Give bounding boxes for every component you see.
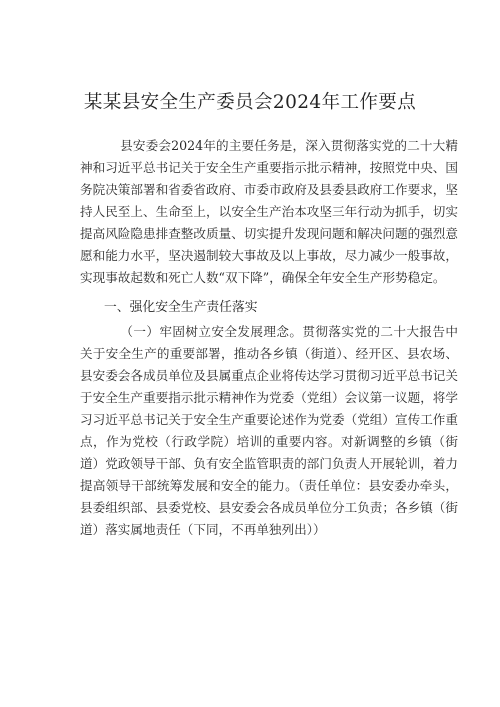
section-paragraph-text: （一）牢固树立安全发展理念。贯彻落实党的二十大报告中关于安全生产的重要部署，推动各乡镇（街道）、经开区、县农场、县安委会各成员单位及县属重点企业将传达学习贯彻习近平总书记关于安全生产重要指示批示精神作为党委（党组）会议第一议题，将学习习近平总书记关于安全生产重要论述作为党委（党组）宣传工作重点，作为党校（行政学院）培训的重要内容。对新调整的乡镇（街道）党政领导干部、负有安全监管职责的部门负责人开展轮训，着力提高领导干部统筹发展和安全的能力。（责任单位：县安委办牵头，县委组织部、县委党校、县安委会各成员单位分工负责；各乡镇（街道）落实属地责任（下同，不再单独列出）） [80, 324, 458, 537]
document-title: 某某县安全生产委员会2024年工作要点 [83, 92, 417, 113]
section-heading: 一、强化安全生产责任落实 [104, 300, 258, 315]
intro-text: 县安委会2024年的主要任务是，深入贯彻落实党的二十大精神和习近平总书记关于安全生产重要指示批示精神，按照党中央、国务院决策部署和省委省政府、市委市政府及县委县政府工作要求，坚持人民至上、生命至上，以安全生产治本攻坚三年行动为抓手，切实提高风险隐患排查整改质量、切实提升发现问题和解决问题的强烈意愿和能力水平，坚决遏制较大事故及以上事故，尽力减少一般事故，实现事故起数和死亡人数“双下降”，确保全年安全生产形势稳定。 [80, 138, 458, 285]
section-paragraph [80, 321, 458, 541]
intro-paragraph [80, 135, 458, 289]
